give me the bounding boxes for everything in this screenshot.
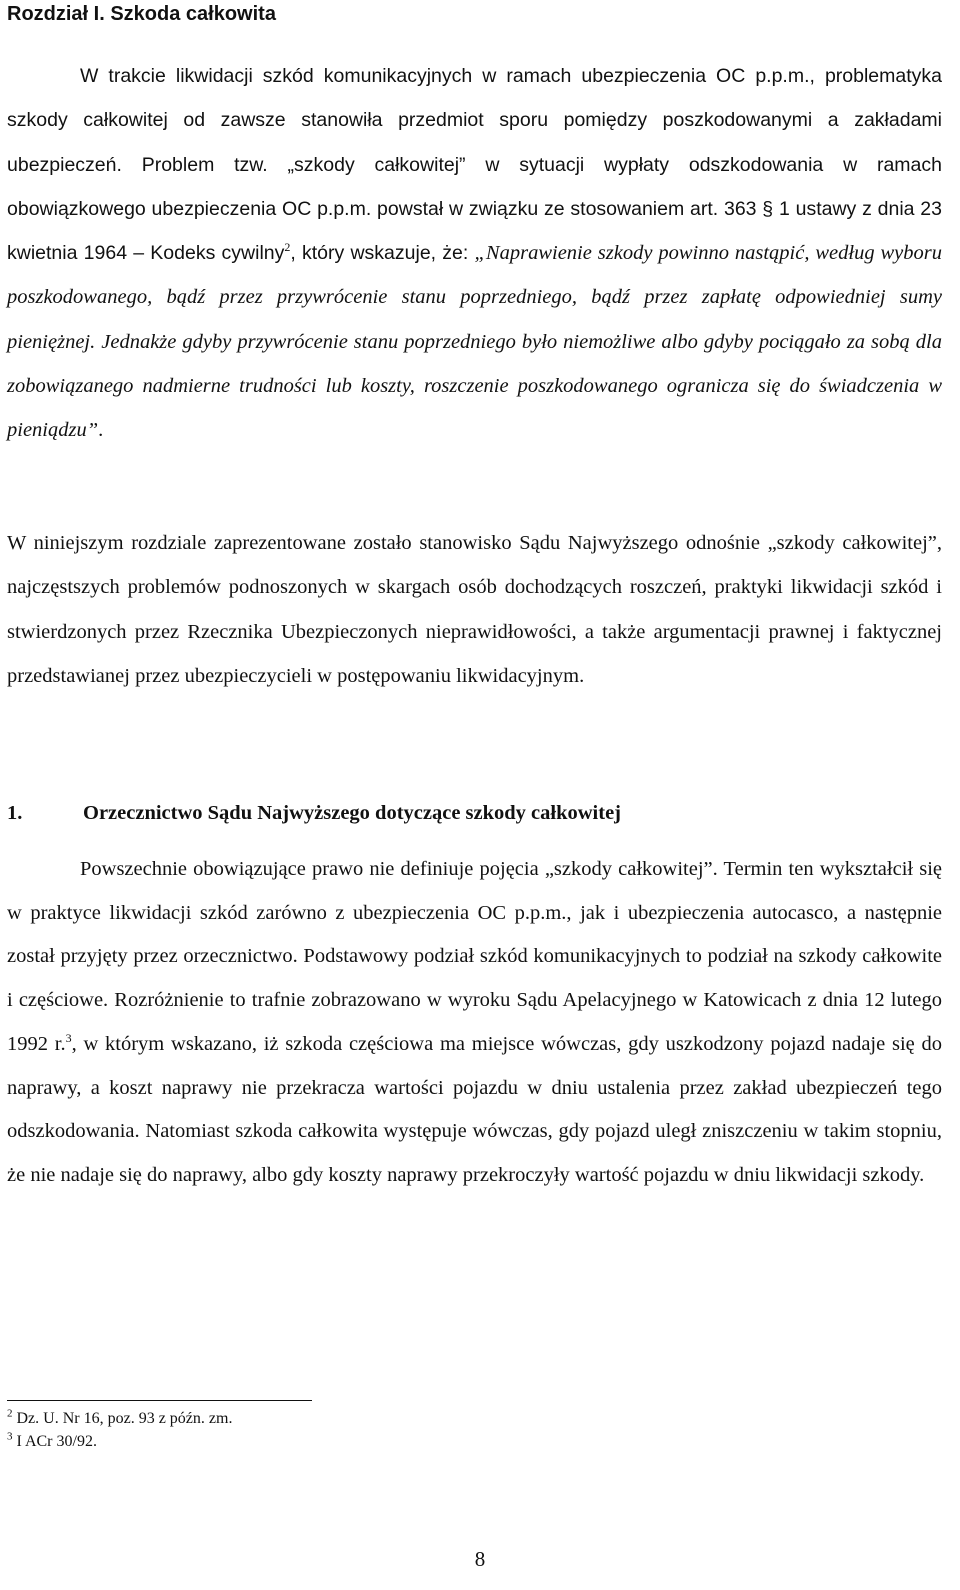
intro-text-continued: , który wskazuje, że: (290, 242, 475, 265)
footnote-text: Dz. U. Nr 16, poz. 93 z późn. zm. (16, 1410, 233, 1427)
footnote-number: 2 (7, 1407, 13, 1420)
quote-end: . (98, 419, 104, 442)
footnote-2 (7, 1409, 232, 1429)
chapter-scope-paragraph: W niniejszym rozdziale zaprezentowane zostało stanowisko Sądu Najwyższego odnośnie „szkody całkowitej”, najczęstszych problemów podnoszonych w skargach osób dochodzących roszczeń, praktyki likwidacji szkód i stwierdzonych przez Rzecznika Ubezpieczonych nieprawidłowości, a także argumentacji prawnej i faktycznej przedstawianej przez ubezpieczycieli w postępowaniu likwidacyjnym. (7, 532, 942, 687)
footnote-3 (7, 1432, 97, 1452)
definition-text-continued: , w którym wskazano, iż szkoda częściowa ma miejsce wówczas, gdy uszkodzony pojazd nadaje się do naprawy, a koszt naprawy nie przekracza wartości pojazdu w dniu ustalenia przez zakład ubezpieczeń tego odszkodowania. Natomiast szkoda całkowita występuje wówczas, gdy pojazd uległ zniszczeniu w takim stopniu, że nie nadaje się do naprawy, albo gdy koszty naprawy przekroczyły wartość pojazdu w dniu likwidacji szkody. (7, 1032, 943, 1186)
footnote-text: I ACr 30/92. (16, 1433, 97, 1450)
chapter-title: Rozdział I. Szkoda całkowita (7, 3, 276, 25)
page-number: 8 (474, 1547, 486, 1571)
section-heading (7, 800, 621, 826)
definition-text: Powszechnie obowiązujące prawo nie definiuje pojęcia „szkody całkowitej”. Termin ten wykształcił się w praktyce likwidacji szkód zarówno z ubezpieczenia OC p.p.m., jak i ubezpieczenia autocasco, a następnie został przyjęty przez orzecznictwo. Podstawowy podział szkód komunikacyjnych to podział na szkody całkowite i częściowe. Rozróżnienie to trafnie zobrazowano w wyroku Sądu Apelacyjnego w Katowicach z dnia 12 lutego 1992 r. (7, 858, 942, 1055)
footnote-ref-3[interactable]: 3 (65, 1030, 72, 1045)
footnote-number: 3 (7, 1430, 13, 1443)
intro-text: W trakcie likwidacji szkód komunikacyjnych w ramach ubezpieczenia OC p.p.m., problematyka szkody całkowitej od zawsze stanowiła przedmiot sporu pomiędzy poszkodowanymi a zakładami ubezpieczeń. Problem tzw. „szkody całkowitej” w sytuacji wypłaty odszkodowania w ramach obowiązkowego ubezpieczenia OC p.p.m. powstał w związku ze stosowaniem art. 363 § 1 ustawy z dnia 23 kwietnia 1964 – Kodeks cywilny (7, 65, 942, 265)
definition-paragraph (7, 848, 942, 1198)
footnote-ref-2[interactable]: 2 (284, 240, 291, 255)
civil-code-quote: „Naprawienie szkody powinno nastąpić, według wyboru poszkodowanego, bądź przez przywrócenie stanu poprzedniego, bądź przez zapłatę odpowiedniej sumy pieniężnej. Jednakże gdyby przywrócenie stanu poprzedniego było niemożliwe albo gdyby pociągało za sobą dla zobowiązanego nadmierne trudności lub koszty, roszczenie poszkodowanego ogranicza się do świadczenia w pieniądzu” (7, 242, 942, 442)
footnote-separator (7, 1400, 312, 1401)
section-number: 1. (7, 802, 23, 824)
intro-paragraph (7, 54, 942, 453)
section-title: Orzecznictwo Sądu Najwyższego dotyczące szkody całkowitej (83, 802, 622, 824)
